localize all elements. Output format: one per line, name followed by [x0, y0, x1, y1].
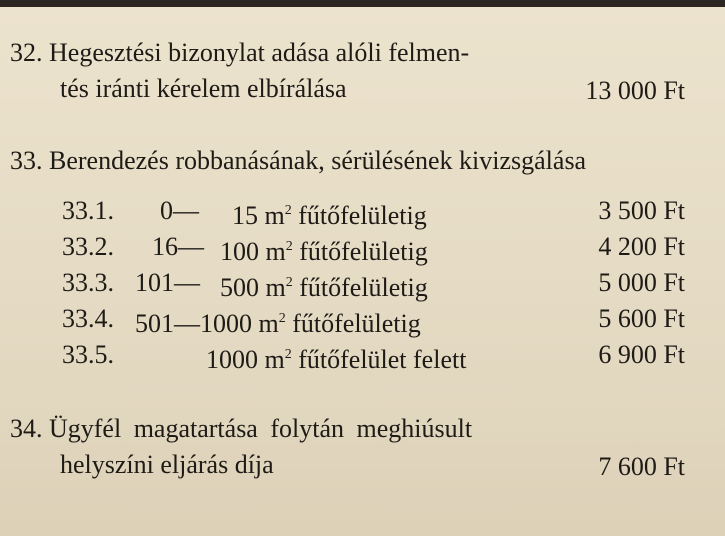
item-34-text-line1: Ügyfél magatartása folytán meghiúsult	[49, 414, 473, 443]
subitem-33-2-unit: fűtőfelületig	[299, 237, 428, 266]
subitem-33-1-sup: 2	[284, 203, 292, 218]
subitem-33-1-code: 33.1.	[62, 196, 114, 225]
subitem-33-1-unit: fűtőfelületig	[298, 201, 427, 230]
subitem-33-5-code: 33.5.	[62, 340, 114, 369]
subitem-33-3-area	[220, 268, 428, 303]
item-33-number: 33.	[10, 146, 43, 175]
subitem-33-4-range: 501—1000 m	[135, 309, 279, 338]
subitem-33-4-unit: fűtőfelületig	[292, 309, 421, 338]
top-rule	[0, 0, 725, 7]
subitem-33-4-sup: 2	[278, 311, 286, 326]
subitem-33-5-area	[206, 340, 466, 375]
item-32-text-line1: Hegesztési bizonylat adása alóli felmen-	[49, 38, 470, 67]
subitem-33-4-code: 33.4.	[62, 304, 114, 333]
item-32-line1	[10, 38, 469, 68]
subitem-33-3-sup: 2	[285, 275, 293, 290]
subitem-33-1-range: 0—	[160, 196, 199, 225]
subitem-33-1-value: 15 m	[232, 201, 285, 230]
subitem-33-2-code: 33.2.	[62, 232, 114, 261]
subitem-33-4-price: 5 600 Ft	[598, 304, 685, 333]
subitem-33-3-unit: fűtőfelületig	[299, 273, 428, 302]
subitem-33-5-unit: fűtőfelület felett	[298, 345, 467, 374]
item-33-title: Berendezés robbanásának, sérülésének kivizsgálása	[49, 146, 587, 175]
subitem-33-2-area	[220, 232, 428, 267]
subitem-33-2-price: 4 200 Ft	[598, 232, 685, 261]
subitem-33-5-value: 1000 m	[206, 345, 285, 374]
item-32-price: 13 000 Ft	[585, 76, 685, 105]
subitem-33-2-range: 16—	[152, 232, 204, 261]
item-34-text-line2: helyszíni eljárás díja	[60, 450, 274, 479]
item-34-line1	[10, 414, 472, 444]
item-34-number: 34.	[10, 414, 43, 443]
subitem-33-1-price: 3 500 Ft	[598, 196, 685, 225]
subitem-33-2-value: 100 m	[220, 237, 286, 266]
subitem-33-1-area	[232, 196, 427, 231]
subitem-33-3-value: 500 m	[220, 273, 286, 302]
item-33-title-line	[10, 146, 586, 176]
item-32-number: 32.	[10, 38, 43, 67]
item-34-price: 7 600 Ft	[598, 452, 685, 481]
item-32-text-line2: tés iránti kérelem elbírálása	[60, 74, 347, 103]
subitem-33-2-sup: 2	[285, 239, 293, 254]
subitem-33-5-price: 6 900 Ft	[598, 340, 685, 369]
subitem-33-3-price: 5 000 Ft	[598, 268, 685, 297]
subitem-33-3-range: 101—	[135, 268, 200, 297]
subitem-33-4-area	[135, 304, 421, 339]
subitem-33-5-sup: 2	[284, 347, 292, 362]
subitem-33-3-code: 33.3.	[62, 268, 114, 297]
